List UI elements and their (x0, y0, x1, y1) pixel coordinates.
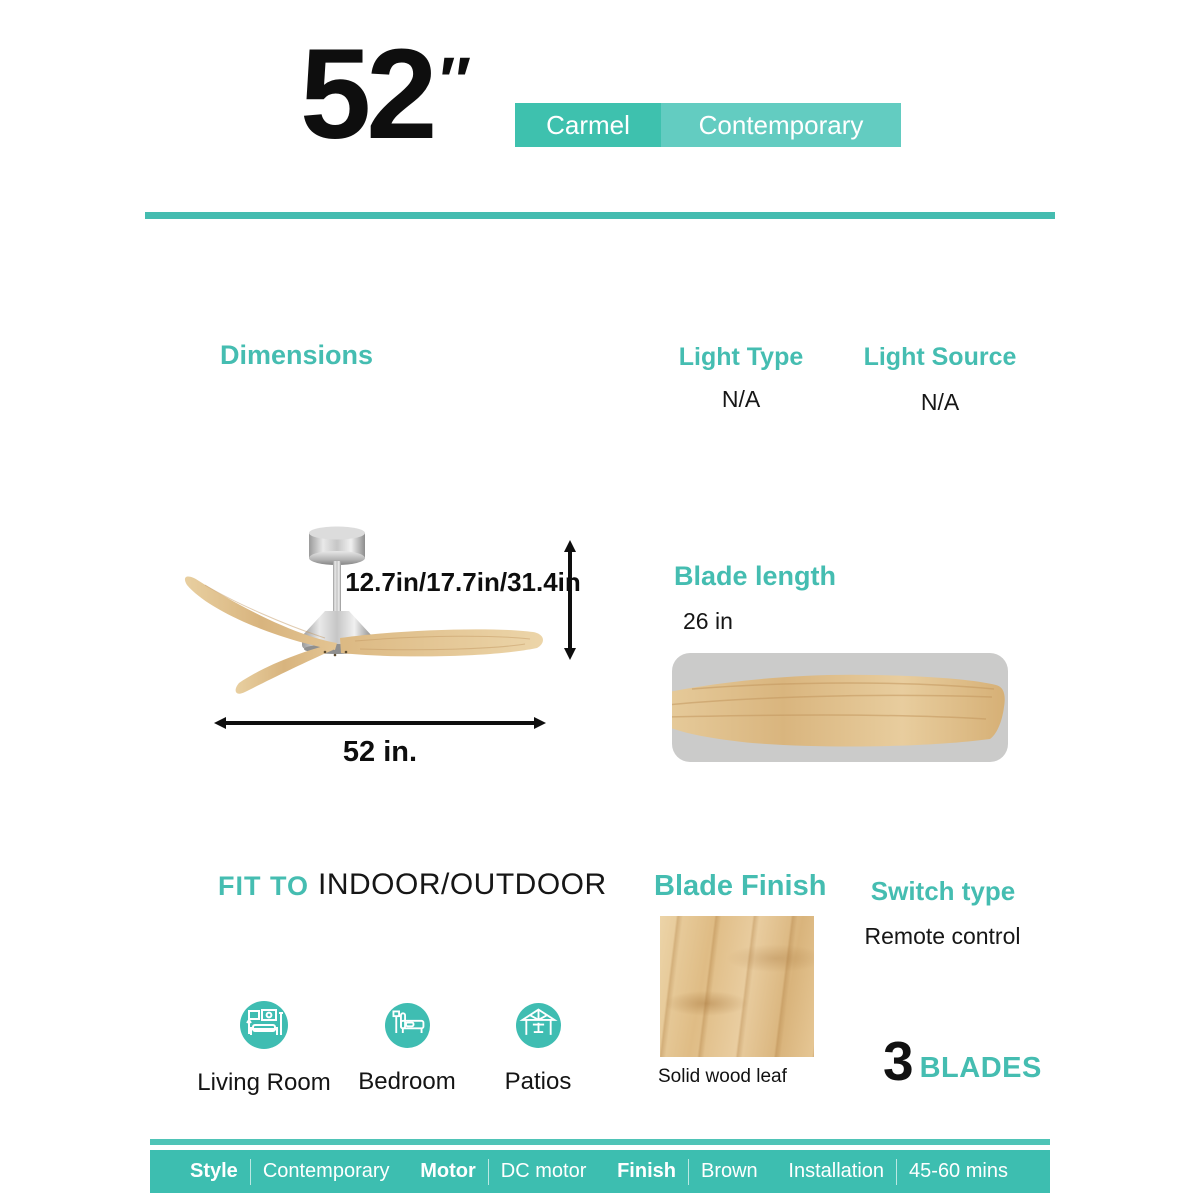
room-label: Patios (504, 1068, 572, 1095)
switch-type-title: Switch type (870, 876, 1016, 906)
blade-count (883, 1030, 1042, 1092)
blade-count-number: 3 (883, 1030, 914, 1092)
height-dimension-label: 12.7in/17.7in/31.4in (345, 567, 581, 597)
width-dimension-arrow (214, 717, 546, 729)
spec-divider (688, 1159, 689, 1185)
model-badge (515, 103, 901, 147)
height-dimension-arrow (564, 540, 576, 660)
fan-canopy (309, 527, 365, 566)
spec-label: Installation (788, 1160, 885, 1182)
blade-count-label: BLADES (919, 1052, 1042, 1085)
footer-accent-line (150, 1139, 1050, 1145)
room-bedroom (332, 1003, 482, 1096)
switch-type-value: Remote control (864, 923, 1021, 949)
patio-icon (516, 1003, 561, 1053)
spec-divider (896, 1159, 897, 1185)
spec-label: Finish (617, 1160, 676, 1182)
header-divider (145, 212, 1055, 219)
spec-divider (250, 1159, 251, 1185)
fan-downrod (333, 561, 341, 613)
fan-size-number: 52 (300, 23, 433, 166)
spec-divider (488, 1159, 489, 1185)
spec-value: Brown (700, 1160, 758, 1182)
wood-finish-caption: Solid wood leaf (658, 1066, 787, 1087)
spec-label: Motor (420, 1160, 476, 1182)
light-type-value: N/A (721, 386, 761, 412)
spec-installation (788, 1159, 1008, 1185)
light-source-title: Light Source (863, 343, 1017, 371)
spec-style (190, 1159, 390, 1185)
room-label: Bedroom (358, 1068, 456, 1095)
spec-motor (420, 1159, 586, 1185)
fit-to-value: INDOOR/OUTDOOR (318, 868, 607, 901)
blade-photo-box (672, 653, 1008, 762)
wood-finish-swatch (660, 916, 814, 1057)
living-room-icon (240, 1001, 288, 1054)
room-label: Living Room (197, 1069, 331, 1096)
footer-spec-bar (150, 1150, 1050, 1193)
inch-mark: ″ (436, 43, 464, 117)
fit-to-label: FIT TO (218, 871, 309, 901)
dimensions-title: Dimensions (220, 340, 374, 370)
width-dimension-label: 52 in. (342, 736, 418, 768)
fan-dimension-figure (175, 523, 595, 781)
room-living (189, 1001, 339, 1097)
blade-length-title: Blade length (674, 561, 837, 591)
blade-length-value: 26 in (683, 608, 733, 634)
room-patio (463, 1003, 613, 1096)
spec-finish (617, 1159, 758, 1185)
light-type-title: Light Type (678, 343, 804, 371)
model-style: Contemporary (661, 103, 901, 147)
blade-illustration (672, 653, 1008, 762)
bedroom-icon (385, 1003, 430, 1053)
spec-value: Contemporary (262, 1160, 390, 1182)
light-source-value: N/A (920, 389, 960, 415)
spec-label: Style (190, 1160, 238, 1182)
ceiling-fan-illustration (175, 523, 595, 781)
blade-finish-title: Blade Finish (654, 870, 827, 902)
model-name: Carmel (515, 103, 661, 147)
spec-value: DC motor (500, 1160, 587, 1182)
spec-value: 45-60 mins (909, 1160, 1008, 1182)
